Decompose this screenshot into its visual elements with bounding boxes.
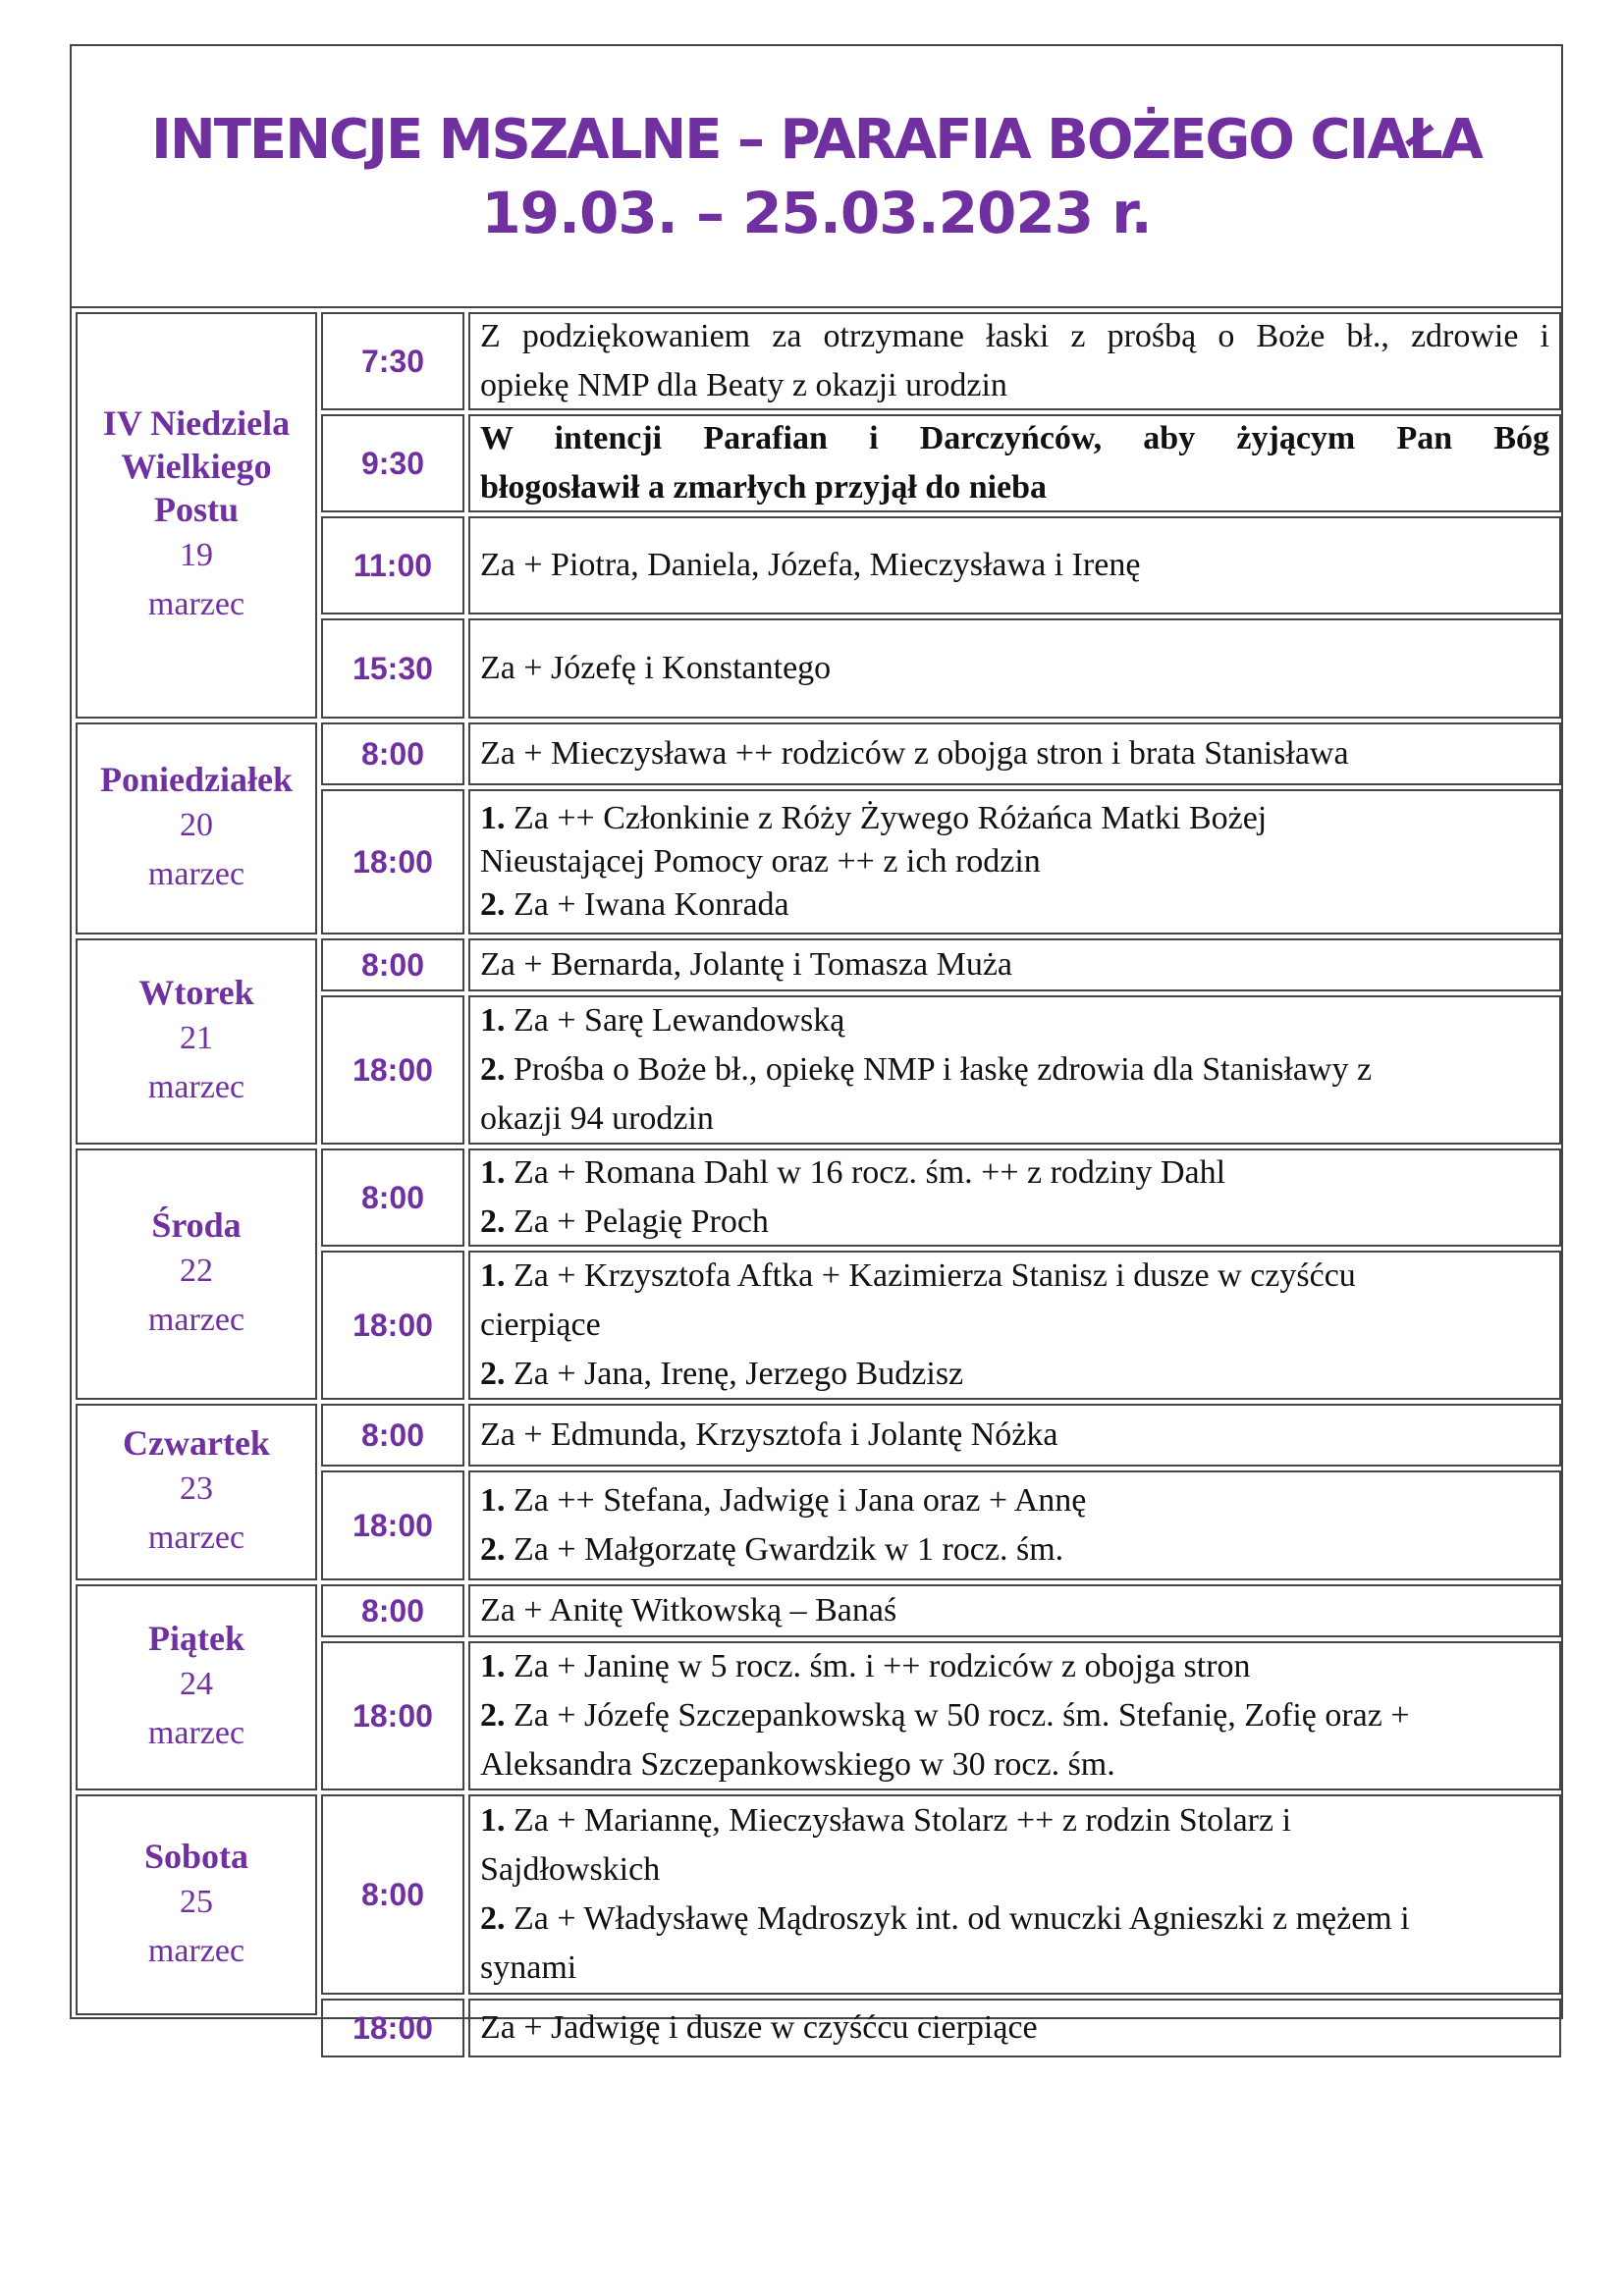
day-cell-saturday: [76, 1794, 317, 2015]
day-cell-tuesday: [76, 938, 317, 1145]
day-month: marzec: [147, 1069, 245, 1105]
mass-intention: [468, 1470, 1561, 1580]
day-name: Piątek: [148, 1619, 244, 1658]
day-number: 21: [180, 1020, 213, 1056]
mass-intention: [468, 312, 1561, 410]
intention-line: Za + Bernarda, Jolantę i Tomasza Muża: [480, 946, 1013, 983]
mass-intention: [468, 789, 1561, 934]
intention-line: Za + Władysławę Mądroszyk int. od wnuczki Agnieszki z mężem i: [514, 1900, 1410, 1937]
mass-time: 18:00: [321, 789, 464, 934]
intention-number: 2.: [480, 1356, 506, 1392]
day-month: marzec: [147, 1715, 245, 1751]
date-range: 19.03. – 25.03.2023 r.: [481, 179, 1152, 246]
intention-line: Za + Jana, Irenę, Jerzego Budzisz: [514, 1356, 964, 1392]
page-header: [72, 46, 1561, 308]
intention-number: 1.: [480, 1002, 506, 1039]
intention-line: Za + Józefę i Konstantego: [480, 650, 832, 686]
intention-line: Za + Edmunda, Krzysztofa i Jolantę Nóżka: [480, 1416, 1058, 1453]
day-month: marzec: [147, 1302, 245, 1338]
intention-line: Za + Janinę w 5 rocz. śm. i ++ rodziców z obojga stron: [514, 1648, 1251, 1684]
mass-time: 7:30: [321, 312, 464, 410]
day-cell-sunday: [76, 312, 317, 719]
mass-intention: [468, 1794, 1561, 1995]
day-month: marzec: [147, 1520, 245, 1556]
mass-time: 9:30: [321, 414, 464, 512]
intention-line: Za + Mieczysława ++ rodziców z obojga stron i brata Stanisława: [480, 735, 1349, 772]
mass-intention: [468, 618, 1561, 719]
mass-intention: [468, 938, 1561, 991]
day-name: Wtorek: [138, 973, 254, 1012]
intention-number: 2.: [480, 1697, 506, 1734]
intention-number: 2.: [480, 1531, 506, 1568]
day-month: marzec: [147, 856, 245, 892]
intention-line: Za + Iwana Konrada: [514, 886, 789, 923]
day-name: Wielkiego: [121, 447, 272, 486]
mass-time: 18:00: [321, 1251, 464, 1400]
mass-intention: [468, 414, 1561, 512]
intention-number: 2.: [480, 1900, 506, 1937]
page-title: INTENCJE MSZALNE – PARAFIA BOŻEGO CIAŁA: [151, 107, 1482, 172]
intention-line: Nieustającej Pomocy oraz ++ z ich rodzin: [480, 843, 1041, 880]
day-number: 19: [180, 537, 213, 573]
intention-line: Za + Małgorzatę Gwardzik w 1 rocz. śm.: [514, 1531, 1064, 1568]
day-cell-monday: [76, 722, 317, 934]
intention-line: Sajdłowskich: [480, 1851, 661, 1888]
intention-number: 2.: [480, 886, 506, 923]
intention-number: 1.: [480, 1648, 506, 1684]
day-name: Sobota: [143, 1836, 249, 1876]
mass-time: 8:00: [321, 1404, 464, 1467]
mass-intention: [468, 1251, 1561, 1400]
intention-line: Za + Pelagię Proch: [514, 1203, 769, 1240]
mass-time: 8:00: [321, 722, 464, 785]
intention-line: Prośba o Boże bł., opiekę NMP i łaskę zdrowia dla Stanisławy z: [514, 1051, 1373, 1088]
mass-intention: [468, 1584, 1561, 1637]
mass-time: 8:00: [321, 1584, 464, 1637]
intention-line: Za + Krzysztofa Aftka + Kazimierza Stanisz i dusze w czyśćcu: [514, 1257, 1356, 1294]
mass-intention: [468, 995, 1561, 1145]
mass-time: 18:00: [321, 1470, 464, 1580]
intention-line: Z podziękowaniem za otrzymane łaski z prośbą o Boże bł., zdrowie i: [480, 318, 1549, 354]
day-number: 24: [180, 1666, 213, 1702]
intention-number: 1.: [480, 1802, 506, 1839]
mass-intention: [468, 1999, 1561, 2057]
intention-line: Za + Mariannę, Mieczysława Stolarz ++ z rodzin Stolarz i: [514, 1802, 1292, 1839]
intention-line: Za ++ Stefana, Jadwigę i Jana oraz + Annę: [514, 1482, 1087, 1519]
intention-line: synami: [480, 1949, 577, 1986]
mass-time: 11:00: [321, 516, 464, 614]
day-number: 22: [180, 1253, 213, 1289]
intention-number: 1.: [480, 1482, 506, 1519]
intention-line: Za + Sarę Lewandowską: [514, 1002, 845, 1039]
day-name: IV Niedziela: [102, 403, 291, 443]
mass-intention: [468, 722, 1561, 785]
mass-time: 8:00: [321, 1148, 464, 1247]
day-number: 25: [180, 1883, 213, 1920]
mass-intention: [468, 516, 1561, 614]
intention-line: W intencji Parafian i Darczyńców, aby żyjącym Pan Bóg: [480, 420, 1549, 456]
intention-number: 2.: [480, 1203, 506, 1240]
intention-number: 2.: [480, 1051, 506, 1088]
intention-line: opiekę NMP dla Beaty z okazji urodzin: [480, 367, 1007, 403]
intention-line: Aleksandra Szczepankowskiego w 30 rocz. śm.: [480, 1746, 1115, 1783]
intention-line: Za ++ Członkinie z Róży Żywego Różańca Matki Bożej: [514, 800, 1268, 836]
mass-intention: [468, 1404, 1561, 1467]
day-month: marzec: [147, 1932, 245, 1969]
mass-intention: [468, 1641, 1561, 1790]
intention-line: Za + Romana Dahl w 16 rocz. śm. ++ z rodziny Dahl: [514, 1154, 1226, 1191]
mass-time: 8:00: [321, 1794, 464, 1995]
day-name: Środa: [151, 1205, 242, 1245]
day-month: marzec: [147, 586, 245, 622]
intention-line: Za + Jadwigę i dusze w czyśćcu cierpiące: [480, 2009, 1038, 2046]
mass-time: 15:30: [321, 618, 464, 719]
intention-line: okazji 94 urodzin: [480, 1100, 714, 1137]
intention-number: 1.: [480, 800, 506, 836]
day-name: Postu: [153, 490, 239, 529]
intention-number: 1.: [480, 1154, 506, 1191]
mass-time: 18:00: [321, 995, 464, 1145]
mass-intention: [468, 1148, 1561, 1247]
intentions-sheet: [70, 44, 1563, 2046]
mass-time: 8:00: [321, 938, 464, 991]
intention-line: cierpiące: [480, 1307, 601, 1343]
intention-line: Za + Piotra, Daniela, Józefa, Mieczysława i Irenę: [480, 547, 1141, 583]
intention-line: błogosławił a zmarłych przyjął do nieba: [480, 469, 1048, 506]
day-number: 20: [180, 807, 213, 843]
mass-time: 18:00: [321, 1641, 464, 1790]
day-name: Poniedziałek: [100, 760, 293, 799]
intention-number: 1.: [480, 1257, 506, 1294]
day-name: Czwartek: [123, 1423, 270, 1463]
intention-line: Za + Anitę Witkowską – Banaś: [480, 1592, 897, 1629]
day-cell-wednesday: [76, 1148, 317, 1400]
day-cell-friday: [76, 1584, 317, 1790]
day-cell-thursday: [76, 1404, 317, 1580]
day-number: 23: [180, 1470, 213, 1507]
intention-line: Za + Józefę Szczepankowską w 50 rocz. śm. Stefanię, Zofię oraz +: [514, 1697, 1410, 1734]
mass-time: 18:00: [321, 1999, 464, 2057]
